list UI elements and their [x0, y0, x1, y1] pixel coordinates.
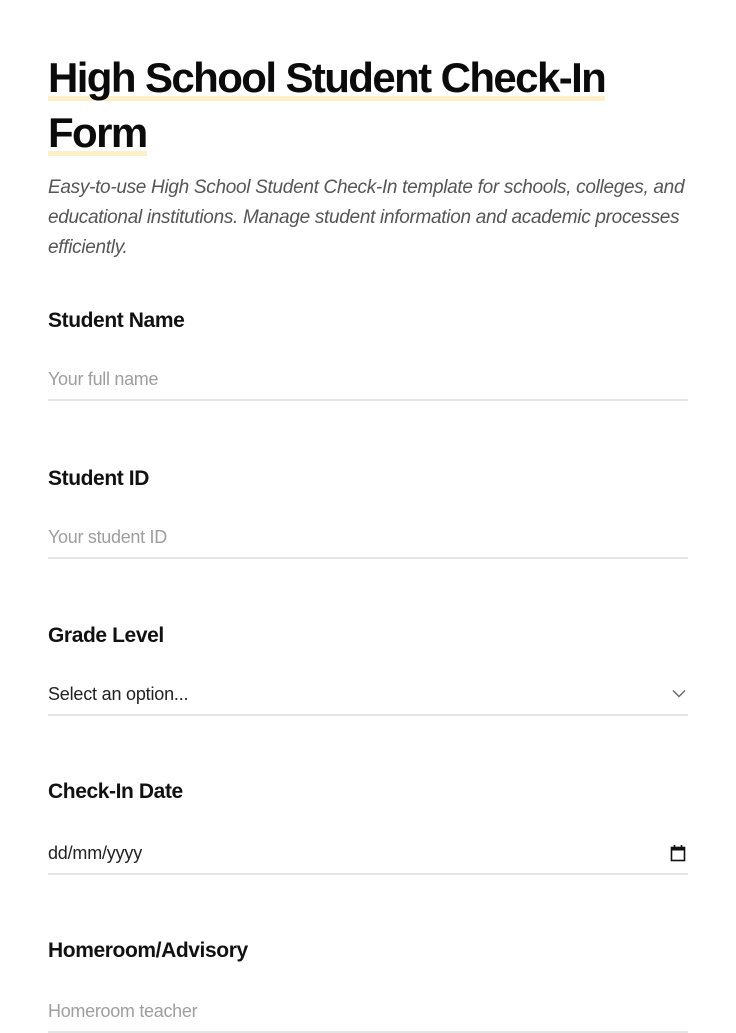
page-description: Easy-to-use High School Student Check-In template for schools, colleges, and educational institutions. Manage student information and academic processes efficiently. — [48, 177, 685, 258]
grade-level-select[interactable] — [48, 674, 688, 716]
check-in-date-input[interactable] — [48, 833, 688, 875]
page-title-line2: Form — [48, 109, 147, 156]
homeroom-control — [48, 991, 688, 1033]
student-name-label: Student Name — [48, 309, 185, 332]
field-grade-level — [48, 623, 688, 704]
page-title-line1: High School Student Check-In — [48, 54, 606, 101]
student-name-control — [48, 359, 688, 401]
grade-level-label: Grade Level — [48, 624, 164, 647]
check-in-date-value: dd/mm/yyyy — [48, 842, 143, 863]
homeroom-label: Homeroom/Advisory — [48, 939, 248, 962]
field-student-id — [48, 466, 688, 492]
chevron-down-icon — [672, 690, 686, 699]
student-id-input[interactable] — [48, 517, 688, 557]
page-title — [48, 50, 688, 160]
field-student-name — [48, 308, 688, 334]
field-homeroom — [48, 938, 688, 964]
grade-level-selected: Select an option... — [48, 683, 189, 704]
student-name-input[interactable] — [48, 359, 688, 399]
homeroom-input[interactable] — [48, 991, 688, 1031]
check-in-date-label: Check-In Date — [48, 780, 183, 803]
form-page — [0, 0, 736, 263]
student-id-control — [48, 517, 688, 559]
student-id-label: Student ID — [48, 467, 149, 490]
calendar-icon[interactable] — [670, 844, 686, 862]
field-check-in-date — [48, 779, 688, 863]
